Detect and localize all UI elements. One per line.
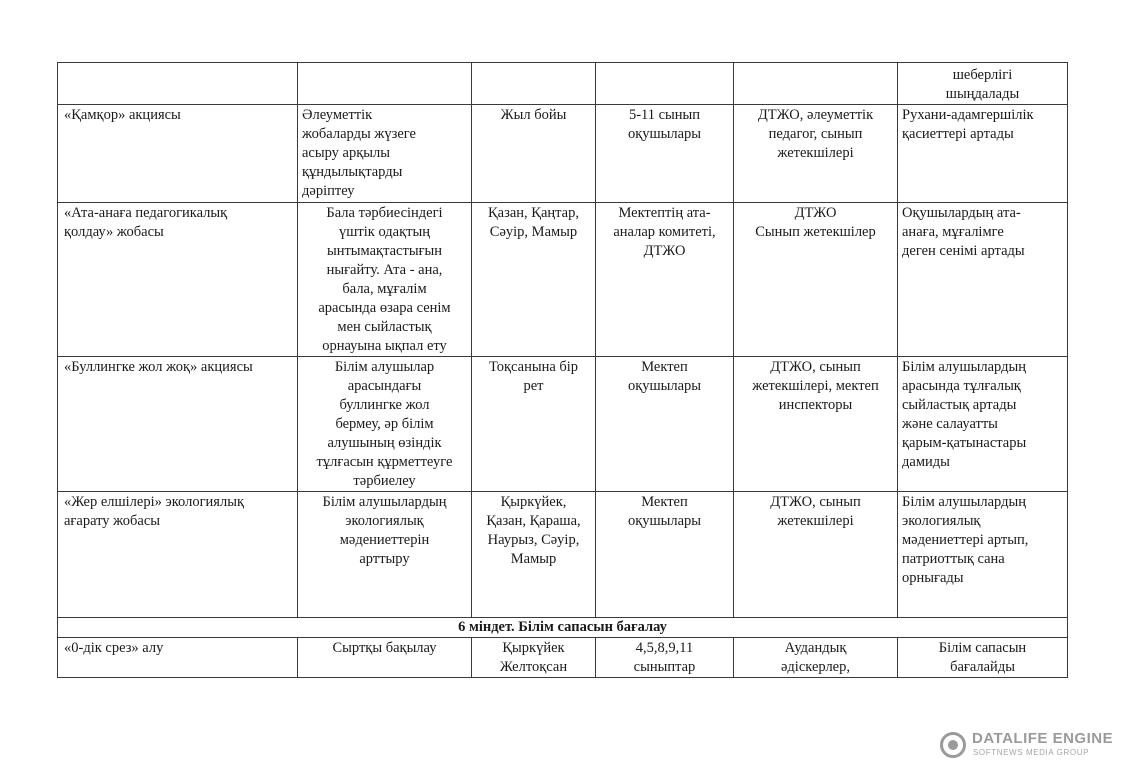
- table-cell: шеберлігі шыңдалады: [898, 63, 1068, 105]
- participants-cell: Мектеп оқушылары: [627, 359, 702, 394]
- time-cell: Жыл бойы: [500, 107, 567, 123]
- result-cell: Рухани-адамгершілік қасиеттері артады: [902, 107, 1034, 142]
- goal-cell: Білім алушылардың экологиялық мәдениеттерін арттыру: [322, 494, 447, 567]
- plan-table: [57, 62, 1068, 678]
- result-cell: Білім алушылардың арасында тұлғалық сыйластық артады және салауатты қарым-қатынастары дамиды: [902, 359, 1027, 470]
- table-row: [58, 203, 1068, 357]
- table-row: [58, 492, 1068, 618]
- time-cell: Қыркүйек Желтоқсан: [499, 640, 568, 675]
- goal-cell: Сыртқы бақылау: [332, 640, 437, 656]
- responsible-cell: ДТЖО, сынып жетекшілері, мектеп инспекторы: [752, 359, 879, 413]
- table-row: [58, 638, 1068, 678]
- participants-cell: 4,5,8,9,11 сыныптар: [633, 640, 696, 675]
- watermark-subtitle: SOFTNEWS MEDIA GROUP: [973, 748, 1090, 757]
- activity-cell: «0-дік срез» алу: [64, 640, 164, 656]
- responsible-cell: ДТЖО Сынып жетекшілер: [755, 205, 876, 240]
- watermark-title: DATALIFE ENGINE: [972, 730, 1114, 747]
- table-row: [58, 105, 1068, 203]
- table-cell: [596, 63, 734, 105]
- table-cell: [298, 63, 472, 105]
- result-cell: Оқушылардың ата- анаға, мұғалімге деген сенімі артады: [902, 205, 1025, 259]
- result-cell: Білім алушылардың экологиялық мәдениеттері артып, патриоттық сана орнығады: [902, 494, 1029, 586]
- goal-cell: Әлеуметтік жобаларды жүзеге асыру арқылы құндылықтарды дәріптеу: [302, 107, 416, 199]
- activity-cell: «Буллингке жол жоқ» акциясы: [64, 359, 253, 375]
- responsible-cell: ДТЖО, сынып жетекшілері: [770, 494, 861, 529]
- goal-cell: Білім алушылар арасындағы буллингке жол бермеу, әр білім алушының өзіндік тұлғасын құрметтеуге тәрбиелеу: [316, 359, 453, 489]
- table-row: [58, 63, 1068, 105]
- activity-cell: «Жер елшілері» экологиялық ағарату жобасы: [64, 494, 244, 529]
- activity-cell: «Ата-анаға педагогикалық қолдау» жобасы: [64, 205, 228, 240]
- result-cell: Білім сапасын бағалайды: [938, 640, 1027, 675]
- participants-cell: Мектептің ата- аналар комитеті, ДТЖО: [613, 205, 716, 259]
- table-cell: [58, 63, 298, 105]
- participants-cell: Мектеп оқушылары: [627, 494, 702, 529]
- table-cell: [472, 63, 596, 105]
- participants-cell: 5-11 сынып оқушылары: [627, 107, 702, 142]
- time-cell: Қыркүйек, Қазан, Қараша, Наурыз, Сәуір, Мамыр: [486, 494, 581, 567]
- table-row: [58, 618, 1068, 638]
- activity-cell: «Қамқор» акциясы: [64, 107, 181, 123]
- table-cell: [734, 63, 898, 105]
- datalife-logo-icon: [940, 732, 966, 758]
- responsible-cell: Аудандық әдіскерлер,: [780, 640, 850, 675]
- goal-cell: Бала тәрбиесіндегі үштік одақтың ынтымақтастығын нығайту. Ата - ана, бала, мұғалім арасында өзара сенім мен сыйластық орнауына ықпал ету: [318, 205, 451, 354]
- time-cell: Қазан, Қаңтар, Сәуір, Мамыр: [488, 205, 579, 240]
- section-heading: 6 міндет. Білім сапасын бағалау: [58, 618, 1068, 638]
- time-cell: Тоқсанына бір рет: [488, 359, 579, 394]
- table-row: [58, 357, 1068, 492]
- responsible-cell: ДТЖО, әлеуметтік педагог, сынып жетекшілері: [757, 107, 874, 161]
- watermark-logo: [940, 728, 1115, 764]
